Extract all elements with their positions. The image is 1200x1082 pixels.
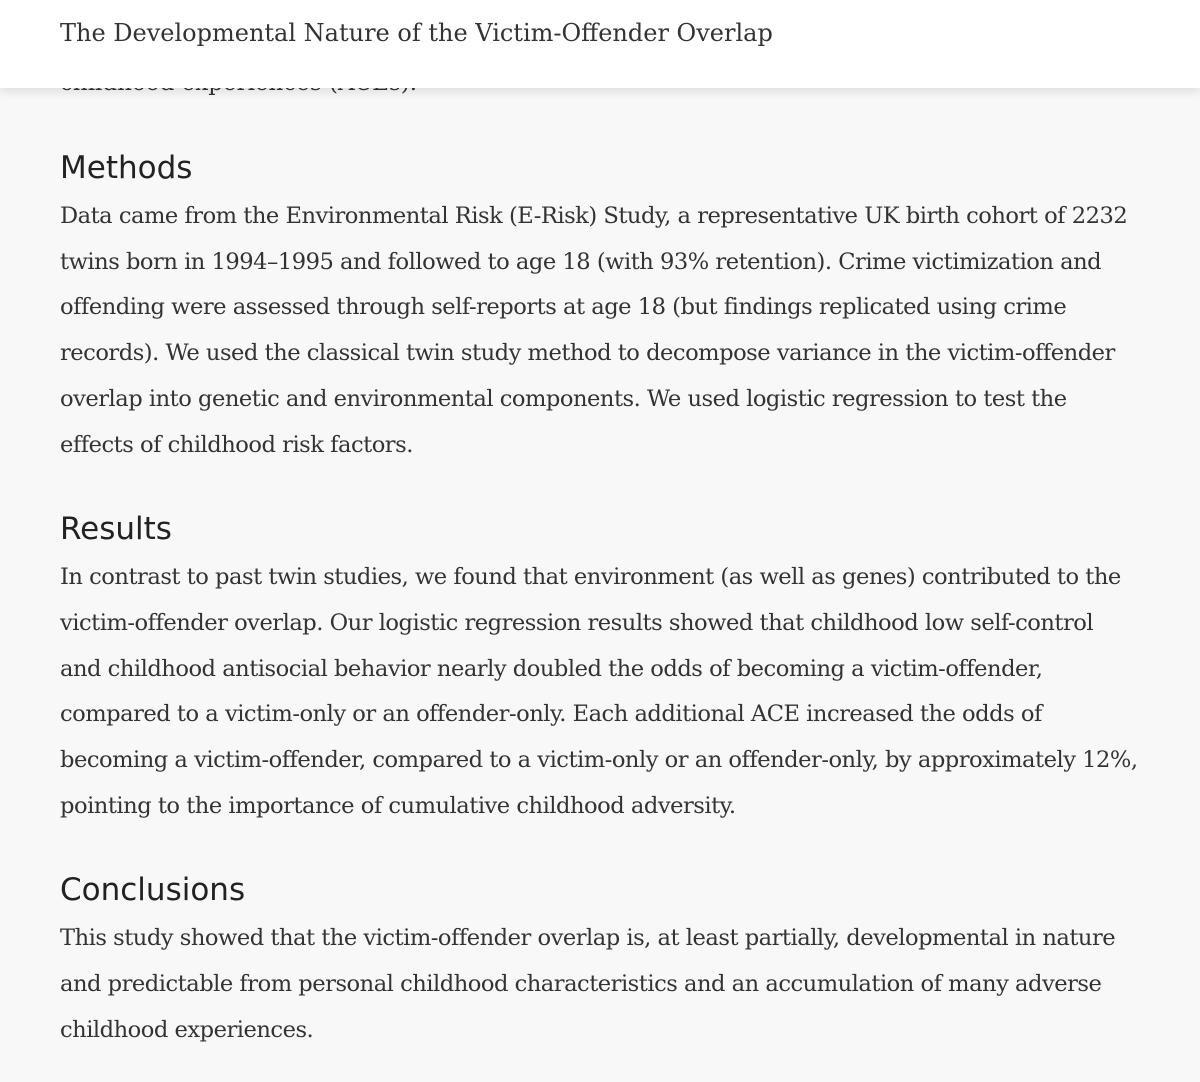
conclusions-paragraph: This study showed that the victim-offender overlap is, at least partially, developmental in nature and predictable from personal childhood characteristics and an accumulation of many adverse childhood experiences.: [60, 925, 1116, 1043]
methods-heading: Methods: [60, 150, 193, 186]
sticky-header: [0, 0, 1200, 88]
methods-paragraph: Data came from the Environmental Risk (E-Risk) Study, a representative UK birth cohort of 2232 twins born in 1994–1995 and followed to age 18 (with 93% retention). Crime victimization and offending were assessed through self-reports at age 18 (but findings replicated using crime records). We used the classical twin study method to decompose variance in the victim-offender overlap into genetic and environmental components. We used logistic regression to test the effects of childhood risk factors.: [60, 203, 1128, 458]
article-body: [60, 142, 1140, 1054]
results-heading: Results: [60, 511, 172, 548]
results-section: [60, 503, 1140, 829]
results-paragraph: In contrast to past twin studies, we found that environment (as well as genes) contributed to the victim-offender overlap. Our logistic regression results showed that childhood low self-control and childhood antisocial behavior nearly doubled the odds of becoming a victim-offender, compared to a victim-only or an offender-only. Each additional ACE increased the odds of becoming a victim-offender, compared to a victim-only or an offender-only, by approximately 12%, pointing to the importance of cumulative childhood adversity.: [60, 564, 1138, 819]
methods-section: [60, 142, 1140, 468]
conclusions-heading: Conclusions: [60, 872, 246, 909]
article-title: The Developmental Nature of the Victim-Offender Overlap: [60, 19, 773, 47]
conclusions-section: [60, 864, 1140, 1053]
